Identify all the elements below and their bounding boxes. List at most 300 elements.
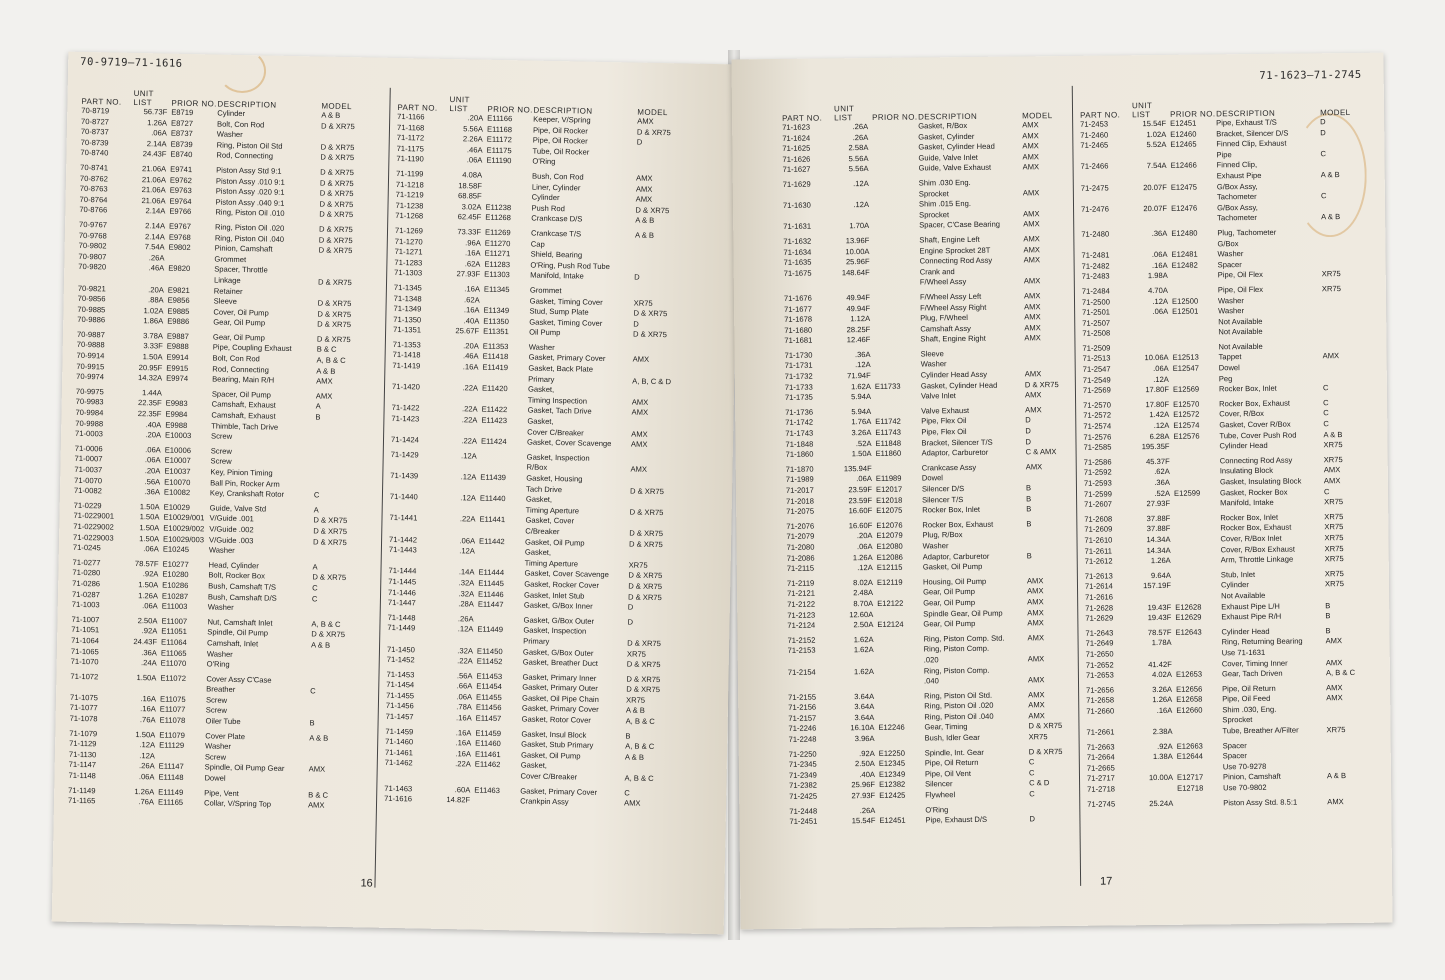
- prior-no: E10029: [163, 502, 190, 512]
- part-no: 70-9886: [77, 315, 106, 325]
- model: XR75: [1324, 533, 1344, 543]
- unit-list: .24A: [140, 658, 157, 668]
- page-number: 17: [1100, 875, 1113, 888]
- description: Bush, Camshaft T/S: [208, 581, 277, 592]
- unit-list: .06A: [151, 128, 167, 138]
- part-no: 71-2475: [1080, 183, 1109, 193]
- model: A, B & C: [311, 619, 341, 629]
- part-no: 71-2124: [787, 620, 816, 631]
- model: [631, 454, 671, 465]
- model: D & XR75: [319, 178, 354, 188]
- model: [1327, 750, 1367, 761]
- unit-list: 21.06A: [142, 164, 167, 174]
- prior-no: E11064: [161, 637, 187, 647]
- model: XR75: [625, 695, 646, 705]
- prior-no: E10245: [162, 544, 190, 555]
- prior-no: [874, 278, 920, 289]
- model: B: [1325, 611, 1331, 621]
- model: AMX: [630, 439, 648, 450]
- prior-no: [875, 349, 921, 360]
- description: G/Box: [1217, 238, 1239, 248]
- prior-no: E11129: [159, 740, 185, 751]
- description: Silencer: [925, 779, 953, 789]
- unit-list: .22A: [462, 383, 479, 393]
- prior-no: [1174, 513, 1220, 524]
- model: [1321, 227, 1361, 238]
- unit-list: 1.98A: [1147, 271, 1168, 281]
- prior-no: E12482: [1171, 260, 1198, 270]
- unit-list: .06A: [456, 692, 473, 702]
- model: [625, 763, 665, 774]
- part-no: 71-1149: [68, 785, 96, 795]
- prior-no: [879, 734, 925, 745]
- description: Washer: [922, 541, 949, 551]
- description: Cover, R/Box: [1219, 409, 1264, 419]
- description: Washer: [528, 342, 555, 352]
- prior-no: E12124: [877, 619, 904, 630]
- model: D & XR75: [626, 674, 661, 684]
- unit-list: .16A: [455, 738, 472, 748]
- prior-no: E11075: [159, 694, 186, 704]
- model: [1322, 294, 1362, 305]
- model: D & XR75: [317, 319, 352, 330]
- prior-no: E9741: [170, 164, 193, 174]
- model: C: [311, 593, 318, 604]
- unit-list: [840, 656, 878, 667]
- part-no: 70-9974: [76, 372, 105, 382]
- header-description: DESCRIPTION: [217, 99, 277, 110]
- part-row: [1085, 554, 1377, 568]
- model: D & XR75: [313, 515, 348, 526]
- model: A & B: [624, 752, 645, 762]
- unit-list: [840, 677, 878, 688]
- part-no: 71-2465: [1080, 140, 1109, 150]
- description: Liner, Cylinder: [531, 182, 581, 193]
- description: Shim .030 Eng.: [918, 177, 971, 188]
- description: Ring, Piston Oil Std: [216, 140, 283, 151]
- description: Screw: [204, 752, 227, 762]
- unit-list: [835, 211, 873, 222]
- prior-no: [874, 335, 920, 346]
- part-row: [783, 162, 1075, 176]
- part-no: 71-1616: [384, 794, 413, 804]
- model: AMX: [1022, 162, 1040, 172]
- model: [629, 518, 669, 529]
- model: [1323, 362, 1363, 373]
- part-no: 70-9768: [78, 230, 107, 240]
- description: Crankpin Assy: [520, 796, 569, 807]
- description: Gasket, G/Box Outer: [523, 615, 595, 626]
- prior-no: [1172, 271, 1218, 282]
- prior-no: [1175, 581, 1221, 592]
- model: C: [624, 788, 630, 798]
- description: Not Available: [1218, 341, 1263, 352]
- model: C: [1320, 191, 1327, 201]
- unit-list: .12A: [853, 200, 870, 210]
- prior-no: E11079: [159, 730, 186, 740]
- prior-no: E12250: [878, 748, 905, 758]
- description: Gear, Timing: [924, 722, 968, 732]
- unit-list: 41.42F: [1148, 659, 1172, 669]
- part-no: 71-1199: [396, 168, 424, 179]
- unit-list: .52A: [1154, 488, 1171, 498]
- model: AMX: [1023, 219, 1040, 229]
- description: Linkage: [213, 275, 241, 285]
- unit-list: 3.64A: [854, 702, 875, 712]
- part-no: 71-1439: [390, 470, 419, 481]
- description: Pipe, Oil Rocker: [532, 125, 588, 136]
- model: [1024, 266, 1064, 277]
- prior-no: E11003: [161, 601, 188, 612]
- unit-list: 2.50A: [137, 615, 158, 626]
- part-no: 71-0007: [74, 454, 103, 464]
- unit-list: .12A: [460, 472, 477, 482]
- model: D: [1320, 117, 1326, 127]
- prior-no: E12018: [876, 495, 903, 505]
- prior-no: E11238: [485, 202, 512, 212]
- part-no: 71-2599: [1083, 489, 1112, 499]
- prior-no: E9767: [168, 221, 192, 231]
- prior-no: E12451: [1170, 118, 1197, 128]
- part-no: 71-2484: [1081, 286, 1110, 296]
- model: [311, 661, 351, 672]
- unit-list: 28.25F: [846, 324, 871, 334]
- part-no: [1086, 717, 1138, 728]
- description: Gasket, R/Box: [918, 120, 968, 131]
- right-column-2: [1080, 91, 1379, 810]
- unit-list: 1.26A: [147, 117, 168, 128]
- part-no: 71-1130: [68, 749, 97, 760]
- unit-list: 1.12A: [850, 314, 871, 324]
- prior-no: E11860: [875, 448, 902, 459]
- part-no: 71-2115: [786, 563, 815, 574]
- description: Gasket,: [520, 760, 548, 771]
- description: Tube, Breather A/Filter: [1222, 725, 1299, 736]
- unit-list: 1.50A: [139, 533, 160, 544]
- prior-no: E12663: [1176, 741, 1203, 751]
- prior-no: E12576: [1173, 431, 1200, 441]
- part-no: 71-1627: [782, 164, 811, 175]
- part-no: 71-1462: [384, 758, 413, 768]
- part-row: [789, 732, 1081, 746]
- part-no: 71-2121: [787, 588, 815, 599]
- model: [1321, 202, 1361, 213]
- part-no: 71-1743: [785, 428, 814, 438]
- header-prior-no: PRIOR NO.: [487, 104, 533, 115]
- part-no: 71-2460: [1080, 130, 1109, 140]
- unit-list: [1139, 763, 1177, 774]
- prior-no: E11440: [479, 493, 506, 504]
- model: AMX: [631, 407, 649, 418]
- model: D & XR75: [313, 526, 348, 537]
- description: Gasket, Back Plate: [528, 363, 594, 374]
- prior-no: E12656: [1176, 684, 1203, 694]
- description: Bearing, Main R/H: [212, 374, 275, 385]
- prior-no: [875, 371, 921, 382]
- column-header: [1080, 91, 1372, 120]
- description: Gasket, Primary Inner: [522, 672, 597, 683]
- prior-no: E11442: [479, 536, 505, 546]
- part-no: 70-8740: [80, 148, 109, 158]
- description: Connecting Rod Assy: [1219, 455, 1293, 466]
- description: Ring, Piston Comp.: [923, 665, 990, 675]
- unit-list: 45.37F: [1145, 456, 1170, 466]
- model: AMX: [1027, 618, 1044, 628]
- part-row: [1082, 269, 1374, 283]
- description: Spacer, Oil Pump: [211, 389, 272, 400]
- description: Exhaust Pipe: [1216, 170, 1262, 181]
- unit-list: .26A: [852, 122, 869, 132]
- model: D: [1025, 436, 1032, 447]
- model: D & XR75: [318, 235, 353, 245]
- model: [1326, 647, 1366, 658]
- part-no: 71-2248: [788, 734, 817, 744]
- part-no: 71-2345: [788, 759, 817, 770]
- prior-no: E11444: [478, 567, 505, 578]
- prior-no: E12465: [1170, 139, 1197, 150]
- model: A & B: [1326, 771, 1347, 781]
- model: AMX: [635, 184, 653, 194]
- prior-no: E12079: [876, 531, 903, 541]
- description: Cylinder: [1220, 580, 1249, 590]
- part-no: 71-0277: [72, 557, 101, 568]
- model: D & XR75: [629, 507, 664, 517]
- description: Bracket, Silencer D/S: [1216, 128, 1289, 138]
- prior-no: [874, 257, 920, 268]
- part-row: [1087, 782, 1379, 796]
- part-no: 71-2480: [1081, 229, 1110, 239]
- description: Housing, Oil Pump: [922, 576, 987, 587]
- unit-list: 20.07F: [1143, 182, 1167, 192]
- unit-list: .12A: [139, 750, 155, 761]
- description: Shim .015 Eng.: [918, 199, 971, 209]
- prior-no: E11461: [474, 749, 501, 759]
- unit-list: .36A: [1154, 477, 1170, 488]
- model: D: [1025, 415, 1031, 425]
- unit-list: .16A: [464, 284, 481, 294]
- part-no: 70-9856: [77, 293, 106, 304]
- description: Spindle, Oil Pump Gear: [204, 762, 285, 774]
- prior-no: E11733: [874, 381, 901, 391]
- part-no: 71-1635: [783, 257, 812, 268]
- page-range-label: 71-1623—71-2745: [1259, 68, 1362, 82]
- part-no: 71-0070: [74, 475, 103, 485]
- model: D: [634, 272, 640, 282]
- model: [313, 548, 353, 559]
- unit-list: 135.94F: [843, 463, 872, 474]
- part-no: 71-1989: [785, 475, 814, 485]
- model: [636, 159, 676, 170]
- model: [1027, 561, 1067, 572]
- description: Pipe, Oil Return: [924, 758, 979, 768]
- unit-list: .16A: [1156, 705, 1173, 715]
- description: Screw: [210, 431, 233, 442]
- part-no: 71-2509: [1082, 343, 1111, 353]
- model: D & XR75: [630, 486, 664, 496]
- part-row-continuation: [784, 276, 1076, 290]
- unit-list: 1.62A: [853, 634, 874, 644]
- unit-list: 56.73F: [143, 107, 168, 117]
- part-no: 71-1675: [783, 268, 812, 278]
- unit-list: [442, 504, 480, 515]
- description: Pipe, Oil Flex: [1217, 270, 1263, 280]
- prior-no: E11445: [478, 578, 504, 589]
- prior-no: [877, 588, 923, 599]
- model: [1025, 348, 1065, 359]
- description: Camshaft Assy: [920, 323, 971, 334]
- unit-list: .22A: [461, 415, 478, 425]
- description: Piston Assy .010 9:1: [215, 176, 285, 187]
- model: AMX: [631, 429, 648, 439]
- prior-no: [879, 805, 925, 816]
- model: AMX: [1028, 711, 1045, 721]
- prior-no: [1171, 239, 1217, 250]
- unit-list: 24.43F: [142, 149, 167, 159]
- left-column-1: [68, 80, 382, 812]
- description: Camshaft, Exhaust: [211, 399, 276, 411]
- prior-no: [1173, 374, 1219, 385]
- unit-list: [835, 190, 873, 201]
- unit-list: 1.02A: [1146, 129, 1167, 139]
- part-no: 71-0229002: [73, 521, 114, 532]
- prior-no: E11459: [475, 728, 502, 738]
- right-page: [731, 53, 1392, 930]
- unit-list: 2.48A: [853, 588, 874, 598]
- description: Guide, Valve Std: [209, 503, 267, 514]
- part-no: 71-1634: [783, 247, 812, 257]
- prior-no: E11353: [482, 341, 509, 352]
- part-no: 70-9914: [76, 350, 105, 361]
- unit-list: .06A: [466, 155, 483, 165]
- unit-list: 49.94F: [846, 303, 871, 313]
- model: [315, 434, 355, 445]
- prior-no: E12570: [1173, 399, 1200, 409]
- prior-no: [1173, 442, 1219, 453]
- model: D & XR75: [627, 638, 662, 649]
- model: [1023, 177, 1063, 188]
- description: Bolt, Con Rod: [212, 353, 260, 364]
- part-no: 71-1625: [782, 143, 811, 154]
- model: D & XR75: [312, 572, 347, 583]
- model: AMX: [1023, 208, 1040, 219]
- description: Bush, Con Rod: [532, 171, 584, 182]
- description: Gasket, Stub Primary: [521, 739, 594, 751]
- unit-list: [442, 461, 480, 472]
- model: D & XR75: [1024, 379, 1059, 390]
- unit-list: 5.52A: [1146, 140, 1167, 150]
- prior-no: E11447: [477, 599, 504, 610]
- model: C: [1320, 148, 1327, 159]
- part-no: 70-9983: [75, 397, 104, 407]
- part-no: 71-1623: [782, 122, 811, 132]
- description: Bracket, Silencer T/S: [921, 437, 993, 448]
- description: Cover, Oil Pump: [213, 307, 269, 318]
- description: Crank and: [919, 266, 955, 277]
- prior-no: [873, 189, 919, 200]
- part-no: 71-0229003: [73, 532, 114, 543]
- model: B: [625, 731, 631, 741]
- part-no: 71-2123: [787, 610, 816, 620]
- model: [1327, 782, 1367, 793]
- part-no: [784, 279, 836, 290]
- unit-list: .26A: [852, 132, 869, 142]
- prior-no: [1175, 555, 1221, 566]
- description: Insulating Block: [1219, 466, 1274, 476]
- part-no: 71-2250: [788, 749, 817, 759]
- unit-list: 1.50A: [138, 580, 159, 590]
- model: A & B: [634, 230, 655, 240]
- model: D & XR75: [1028, 721, 1063, 731]
- part-no: 71-1446: [388, 587, 417, 597]
- description: Rocker Box, Exhaust: [1219, 398, 1291, 409]
- unit-list: .46A: [462, 351, 479, 362]
- prior-no: [1174, 467, 1220, 478]
- description: Pipe, Flex Oil: [921, 427, 967, 437]
- description: Oil Pump: [529, 327, 561, 338]
- part-no: 71-0286: [72, 578, 101, 589]
- prior-no: E11462: [474, 760, 501, 770]
- part-no: 71-2152: [787, 635, 816, 645]
- model: [310, 676, 350, 687]
- part-no: 71-1051: [71, 625, 100, 635]
- description: Spindle, Oil Pump: [207, 627, 269, 638]
- unit-list: 4.70A: [1147, 285, 1168, 295]
- model: XR75: [1324, 511, 1344, 522]
- part-row: [783, 219, 1075, 233]
- unit-list: .46A: [148, 263, 165, 273]
- model: [315, 448, 355, 459]
- description: Pipe, Oil Vent: [924, 768, 972, 779]
- description: Gasket, Rocker Cover: [524, 579, 600, 590]
- unit-list: 2.26A: [462, 134, 483, 144]
- prior-no: E10003: [164, 430, 192, 441]
- description: R/Box: [526, 462, 548, 473]
- unit-list: 2.14A: [144, 231, 165, 242]
- model: AMX: [636, 173, 653, 183]
- prior-no: [872, 132, 918, 143]
- part-no: 71-1736: [785, 407, 814, 417]
- prior-no: E9762: [169, 175, 193, 185]
- header-unit-list: UNIT LIST: [449, 94, 470, 114]
- part-no: 71-2586: [1083, 457, 1112, 467]
- part-no: 71-1269: [394, 225, 423, 236]
- prior-no: E12466: [1170, 160, 1197, 171]
- prior-no: E11172: [486, 134, 512, 145]
- prior-no: E11456: [475, 703, 502, 713]
- description: Pipe, Oil Feed: [1222, 694, 1271, 704]
- prior-no: E11168: [486, 124, 513, 134]
- unit-list: 23.59F: [848, 484, 873, 495]
- unit-list: .26A: [859, 805, 876, 815]
- model: AMX: [308, 764, 326, 775]
- description: Piston Assy .040 9:1: [215, 197, 285, 208]
- model: AMX: [1027, 607, 1044, 617]
- part-row: [786, 447, 1078, 461]
- prior-no: [875, 360, 921, 371]
- prior-no: E11149: [158, 787, 184, 797]
- description: Sleeve: [213, 296, 237, 307]
- unit-list: 157.19F: [1143, 581, 1172, 591]
- part-no: 71-0245: [72, 542, 101, 553]
- prior-no: E9764: [169, 196, 192, 206]
- part-no: 71-2018: [786, 496, 815, 506]
- description: Gasket, Primary Outer: [522, 682, 598, 694]
- unit-list: .06A: [142, 601, 158, 611]
- part-no: [1080, 151, 1132, 162]
- part-no: 71-1219: [395, 190, 424, 200]
- model: A, B & C: [624, 773, 654, 784]
- unit-list: .12A: [1153, 374, 1169, 384]
